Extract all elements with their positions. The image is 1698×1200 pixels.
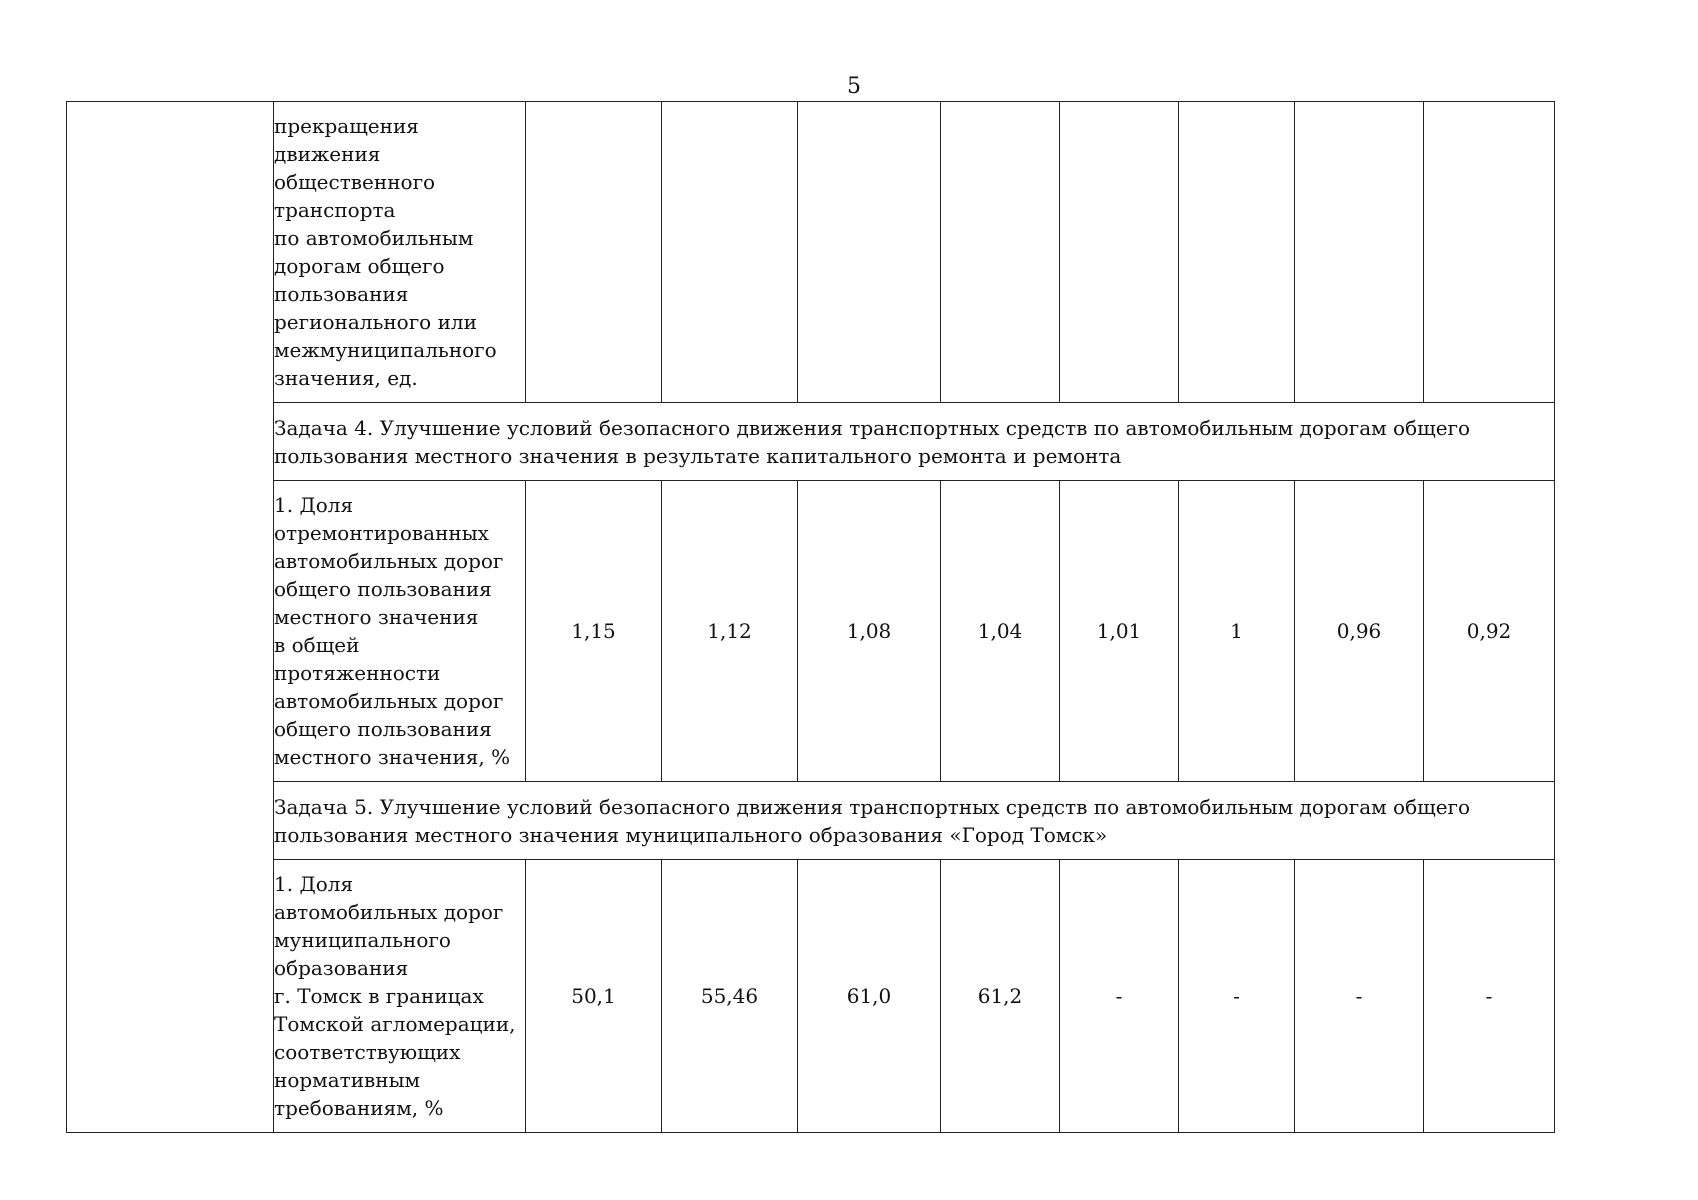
value-cell: 1,15 xyxy=(526,481,662,782)
task-line: пользования местного значения в результате капитального ремонта и ремонта xyxy=(274,443,1122,468)
label-line: 1. Доля xyxy=(274,493,354,517)
page-number: 5 xyxy=(847,74,861,99)
task-line: Задача 4. Улучшение условий безопасного движения транспортных средств по автомобильным дорогам общего xyxy=(274,415,1471,440)
label-line: регионального или xyxy=(274,310,477,334)
label-line: в общей xyxy=(274,633,360,657)
label-line: прекращения xyxy=(274,114,419,138)
indicator-label xyxy=(274,481,526,782)
label-line: значения, ед. xyxy=(274,366,418,390)
value-cell: 55,46 xyxy=(662,860,798,1133)
label-line: соответствующих xyxy=(274,1040,461,1064)
task-row xyxy=(67,782,1555,860)
label-line: образования xyxy=(274,956,409,980)
value-cell: - xyxy=(1060,860,1179,1133)
label-line: нормативным xyxy=(274,1068,421,1092)
label-line: отремонтированных xyxy=(274,521,489,545)
value-cell: 61,2 xyxy=(941,860,1060,1133)
value-cell xyxy=(662,102,798,403)
value-cell xyxy=(798,102,941,403)
value-cell: - xyxy=(1179,860,1295,1133)
value-cell xyxy=(1060,102,1179,403)
value-cell xyxy=(1424,102,1555,403)
label-line: местного значения, % xyxy=(274,745,511,769)
label-line: пользования xyxy=(274,282,409,306)
value-cell: 0,92 xyxy=(1424,481,1555,782)
table-row xyxy=(67,102,1555,403)
label-line: общего пользования xyxy=(274,717,492,741)
label-line: местного значения xyxy=(274,605,479,629)
value-cell: 0,96 xyxy=(1295,481,1424,782)
label-line: муниципального xyxy=(274,928,451,952)
label-line: общего пользования xyxy=(274,577,492,601)
label-line: межмуниципального xyxy=(274,338,497,362)
value-cell: 50,1 xyxy=(526,860,662,1133)
indicator-label xyxy=(274,102,526,403)
label-line: Томской агломерации, xyxy=(274,1012,516,1036)
label-line: автомобильных дорог xyxy=(274,900,504,924)
label-line: требованиям, % xyxy=(274,1096,444,1120)
value-cell xyxy=(1295,102,1424,403)
task-4-heading xyxy=(274,403,1555,481)
value-cell: - xyxy=(1424,860,1555,1133)
table-row xyxy=(67,860,1555,1133)
table-row xyxy=(67,481,1555,782)
value-cell: 61,0 xyxy=(798,860,941,1133)
value-cell: - xyxy=(1295,860,1424,1133)
value-cell xyxy=(941,102,1060,403)
value-cell: 1,01 xyxy=(1060,481,1179,782)
indicator-label xyxy=(274,860,526,1133)
label-line: транспорта xyxy=(274,198,396,222)
value-cell xyxy=(526,102,662,403)
label-line: автомобильных дорог xyxy=(274,549,504,573)
label-line: движения xyxy=(274,142,381,166)
task-5-heading xyxy=(274,782,1555,860)
label-line: по автомобильным xyxy=(274,226,474,250)
label-line: протяженности xyxy=(274,661,441,685)
label-line: автомобильных дорог xyxy=(274,689,504,713)
label-line: 1. Доля xyxy=(274,872,354,896)
indicators-table xyxy=(66,101,1555,1133)
value-cell: 1,04 xyxy=(941,481,1060,782)
empty-left-cell xyxy=(67,102,274,1133)
label-line: дорогам общего xyxy=(274,254,445,278)
value-cell: 1,08 xyxy=(798,481,941,782)
task-line: Задача 5. Улучшение условий безопасного движения транспортных средств по автомобильным дорогам общего xyxy=(274,794,1471,819)
task-line: пользования местного значения муниципального образования «Город Томск» xyxy=(274,822,1108,847)
task-row xyxy=(67,403,1555,481)
label-line: общественного xyxy=(274,170,436,194)
value-cell xyxy=(1179,102,1295,403)
value-cell: 1,12 xyxy=(662,481,798,782)
label-line: г. Томск в границах xyxy=(274,984,484,1008)
value-cell: 1 xyxy=(1179,481,1295,782)
